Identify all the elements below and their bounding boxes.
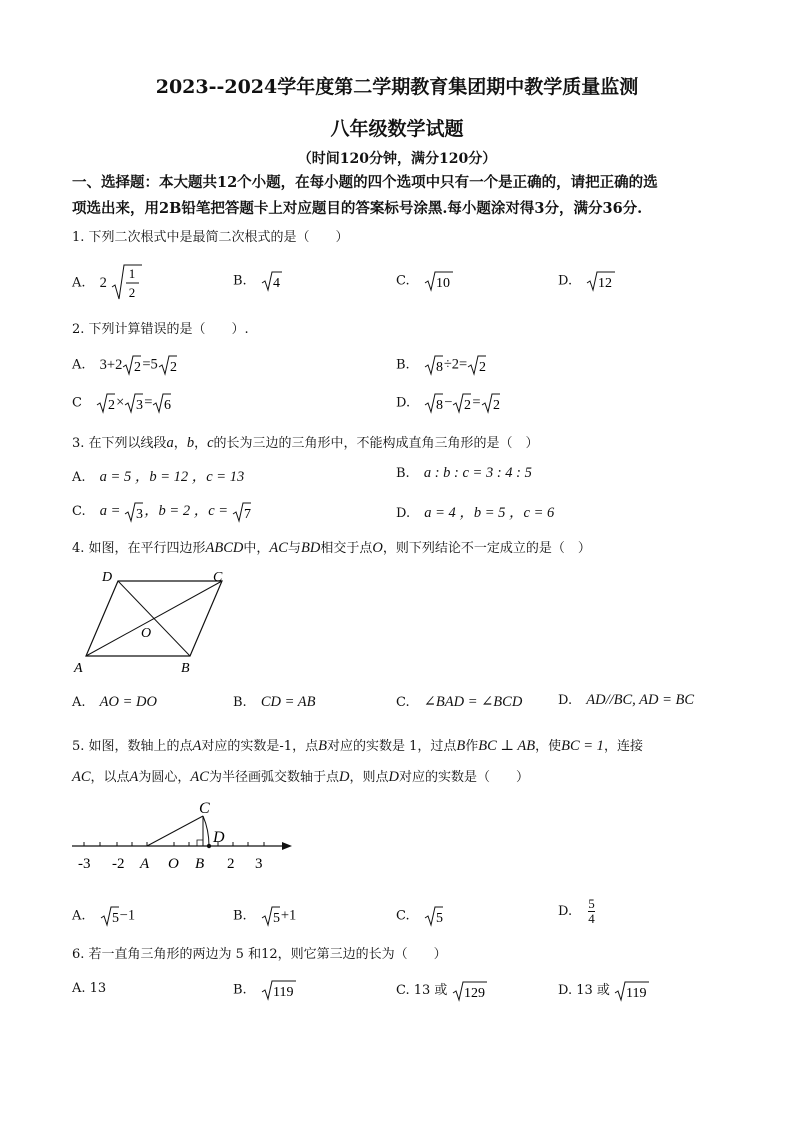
q5-point-b-2: B [456,738,466,754]
q4-stem-post: ，则下列结论不一定成立的是（ ） [382,541,591,556]
q3-var-b: b [186,435,195,451]
svg-text:2: 2 [492,398,500,413]
svg-text:8: 8 [435,360,443,375]
q2-option-d [396,392,501,414]
tick-label-b: B [195,856,205,872]
q5-l2-e: 对应的实数是（ ） [398,770,529,785]
question-2-stem: 2. 下列计算错误的是（ ）. [72,322,249,337]
q5-d-den: 4 [588,911,595,926]
svg-text:3: 3 [136,506,144,522]
q4-bd: BD [300,540,321,556]
svg-text:4: 4 [272,276,280,291]
q3-option-d [396,501,554,522]
q5-ac-2: AC [190,769,209,785]
exam-title: 2023--2024学年度第二学期教育集团期中教学质量监测 [155,76,639,98]
svg-text:10: 10 [435,276,450,291]
q2-b-radical-1 [424,354,444,376]
number-line-figure [70,798,300,876]
q2-a-radical-1 [122,354,142,376]
q3-c-pre: a = [99,503,125,519]
q5-label-b: B. [233,908,247,924]
right-angle-mark [197,840,203,846]
q5-point-a-2: A [129,769,139,785]
q4-option-b [233,694,315,711]
tick-label-a: A [140,856,150,872]
tick-label-2: 2 [227,856,235,872]
q5-bc-eq: BC = 1 [561,738,604,754]
q3-c-mid: ，b = 2 ，c = [144,503,232,519]
q4-stem-pre: 4. 如图，在平行四边形 [72,541,206,556]
vertex-a-label: A [74,661,83,676]
section-line-1: 一、选择题：本大题共12个小题，在每小题的四个选项中只有一个是正确的，请把正确的选 [72,174,658,191]
q4-option-c [396,694,522,711]
q4-option-a [72,694,157,711]
q2-label-b: B. [396,357,410,373]
q6-label-a: A. 13 [72,981,107,996]
q5-l1-pre: 5. 如图，数轴上的点 [72,739,193,754]
q5-ac: AC [72,769,91,785]
q5-perp: BC ⊥ AB [478,738,536,754]
q5-option-d [558,897,595,926]
q5-d-num: 5 [588,896,595,911]
q5-option-c [396,905,444,927]
q6-b-radical [261,979,297,1001]
q1-option-c [396,270,454,292]
q3-option-b [396,465,532,482]
q1-a-den: 2 [128,285,136,300]
q4-option-d [558,692,694,709]
q6-option-a [72,981,106,996]
section-instructions [72,170,722,222]
q4-label-a: A. [72,695,86,710]
vertex-b-label: B [181,661,190,676]
q5-point-a: A [192,738,202,754]
arc-cd [203,816,209,846]
q6-label-c: C. 13 或 [396,983,448,998]
q2-option-a [72,354,178,376]
svg-text:119: 119 [626,985,647,1001]
point-c-label: C [199,800,210,817]
q2-d-mid: − [444,394,453,411]
q5-label-c: C. [396,908,410,924]
q6-c-radical [452,980,488,1002]
q5-point-d-2: D [388,769,399,785]
q1-label-c: C. [396,273,410,289]
q1-option-d [558,270,616,292]
svg-text:2: 2 [134,360,142,375]
svg-text:2: 2 [108,398,116,413]
q4-d-text: AD//BC, AD = BC [586,692,695,708]
q5-l2-b: 为圆心， [138,770,191,785]
q4-b-text: CD = AB [260,694,316,710]
q4-mid-3: 相交于点 [320,541,373,556]
q2-c-eq: = [144,394,153,411]
question-5-line-2 [72,766,529,786]
axis-arrow [282,842,292,850]
q6-label-b: B. [233,982,247,998]
svg-text:5: 5 [435,911,443,926]
q5-l1-d: ，使 [535,739,562,754]
svg-text:5: 5 [111,911,119,926]
svg-text:119: 119 [272,985,294,1000]
q5-l1-c: 作 [465,739,479,754]
q3-stem-post: 的长为三边的三角形中，不能构成直角三角形的是（ ） [213,436,539,451]
q6-label-d: D. 13 或 [558,983,610,998]
q5-l1-e: ，连接 [603,739,643,754]
q5-b-post: +1 [280,907,297,924]
q3-b-text: a : b : c = 3 : 4 : 5 [423,465,532,481]
q3-c-radical-1 [124,501,144,523]
q5-a-radical [100,905,120,927]
q5-l1-b: 对应的实数是 1，过点 [326,739,457,754]
q5-b-radical [261,905,281,927]
q5-l2-a: ，以点 [90,770,130,785]
q6-option-d [558,979,650,1002]
q2-b-radical-2 [467,354,487,376]
q2-c-radical-3 [152,392,172,414]
point-d-label: D [213,829,225,846]
q2-c-radical-1 [96,392,116,414]
q1-a-radical [111,263,143,303]
q3-option-a [72,465,244,486]
q3-a-text: a = 5 ，b = 12 ，c = 13 [99,469,245,485]
q2-label-d: D. [396,395,411,411]
q5-label-a: A. [72,908,86,924]
q4-mid-1: 中， [243,541,270,556]
q2-label-c: C [72,395,82,411]
q2-b-mid: ÷2= [443,356,468,373]
vertex-d-label: D [102,570,113,585]
q3-label-b: B. [396,466,410,481]
q2-c-mid: × [116,394,125,411]
svg-text:129: 129 [463,985,485,1001]
q1-label-a: A. [72,275,86,291]
q5-option-a [72,905,135,927]
q2-label-a: A. [72,357,86,373]
q4-label-d: D. [558,693,573,708]
segment-ac [147,816,203,846]
q2-d-radical-2 [452,392,472,414]
question-3-stem [72,432,539,452]
tick-label-neg3: -3 [78,856,91,872]
center-o-label: O [141,626,152,641]
q5-label-d: D. [558,904,573,919]
q4-c-text: ∠BAD = ∠BCD [423,694,523,710]
svg-text:2: 2 [479,360,487,375]
q4-mid-2: 与 [287,541,301,556]
q5-point-b: B [318,738,327,754]
q4-a-text: AO = DO [99,694,157,710]
q3-label-d: D. [396,506,411,521]
svg-text:8: 8 [436,398,444,413]
parallelogram-figure [70,566,240,678]
q3-label-c: C. [72,504,86,519]
q5-l2-d: ，则点 [349,770,389,785]
section-line-2: 项选出来，用2B铅笔把答题卡上对应题目的答案标号涂黑.每小题涂对得3分，满分36分. [72,200,643,217]
diagonal-bd [118,581,190,656]
q1-c-radical [424,270,454,292]
q3-stem-pre: 3. 在下列以线段 [72,436,167,451]
q4-label-b: B. [233,695,247,710]
q3-sep-1: ， [173,436,187,451]
q2-a-radical-2 [158,354,178,376]
q1-b-radical [261,270,283,292]
q2-option-c [72,392,172,414]
q4-abcd: ABCD [205,540,244,556]
q2-c-radical-2 [124,392,144,414]
q1-label-b: B. [233,273,247,289]
q6-option-b [233,979,297,1001]
vertex-c-label: C [213,570,223,585]
q3-label-a: A. [72,470,86,485]
q2-d-radical-1 [424,392,444,414]
q5-d-fraction [588,897,595,926]
q3-c-radical-2 [232,501,252,523]
q2-a-pre: 3+2 [99,356,123,373]
q5-point-d: D [338,769,350,785]
q2-a-eq: =5 [142,356,158,373]
svg-text:2: 2 [464,398,472,413]
tick-label-3: 3 [255,856,263,872]
question-1-stem: 1. 下列二次根式中是最简二次根式的是（ ） [72,230,349,245]
svg-text:6: 6 [164,398,172,413]
svg-text:7: 7 [243,506,251,522]
q2-d-radical-3 [481,392,501,414]
svg-text:5: 5 [272,911,280,926]
time-note: （时间120分钟，满分120分） [297,151,497,167]
svg-text:2: 2 [169,360,177,375]
q1-d-radical [586,270,616,292]
q5-option-b [233,905,296,927]
q2-d-eq: = [472,394,481,411]
q5-c-radical [424,905,444,927]
tick-label-neg2: -2 [112,856,125,872]
q1-a-coef: 2 [99,274,107,291]
q5-l1-a: 对应的实数是-1，点 [201,739,319,754]
q4-ac: AC [269,540,288,556]
q1-a-num: 1 [128,266,136,281]
point-d-dot [207,844,211,848]
q4-label-c: C. [396,695,410,710]
q3-sep-2: ， [194,436,208,451]
q1-option-a [72,263,143,303]
q3-var-c: c [207,435,214,451]
q1-option-b [233,270,283,292]
q1-label-d: D. [558,273,573,289]
q6-option-c [396,979,488,1002]
q3-d-text: a = 4 ，b = 5 ，c = 6 [424,505,555,521]
question-5-line-1 [72,735,643,755]
q5-l2-c: 为半径画弧交数轴于点 [208,770,339,785]
q3-option-c [72,499,252,523]
q4-o: O [372,540,383,556]
q2-option-b [396,354,487,376]
question-4-stem [72,537,591,557]
question-6-stem: 6. 若一直角三角形的两边为 5 和12，则它第三边的长为（ ） [72,947,447,962]
q6-d-radical [614,980,650,1002]
exam-subtitle: 八年级数学试题 [330,118,464,140]
q3-var-a: a [166,435,174,451]
q5-a-post: −1 [119,907,136,924]
svg-text:3: 3 [136,398,144,413]
svg-text:12: 12 [598,276,613,291]
tick-label-o: O [168,856,179,872]
